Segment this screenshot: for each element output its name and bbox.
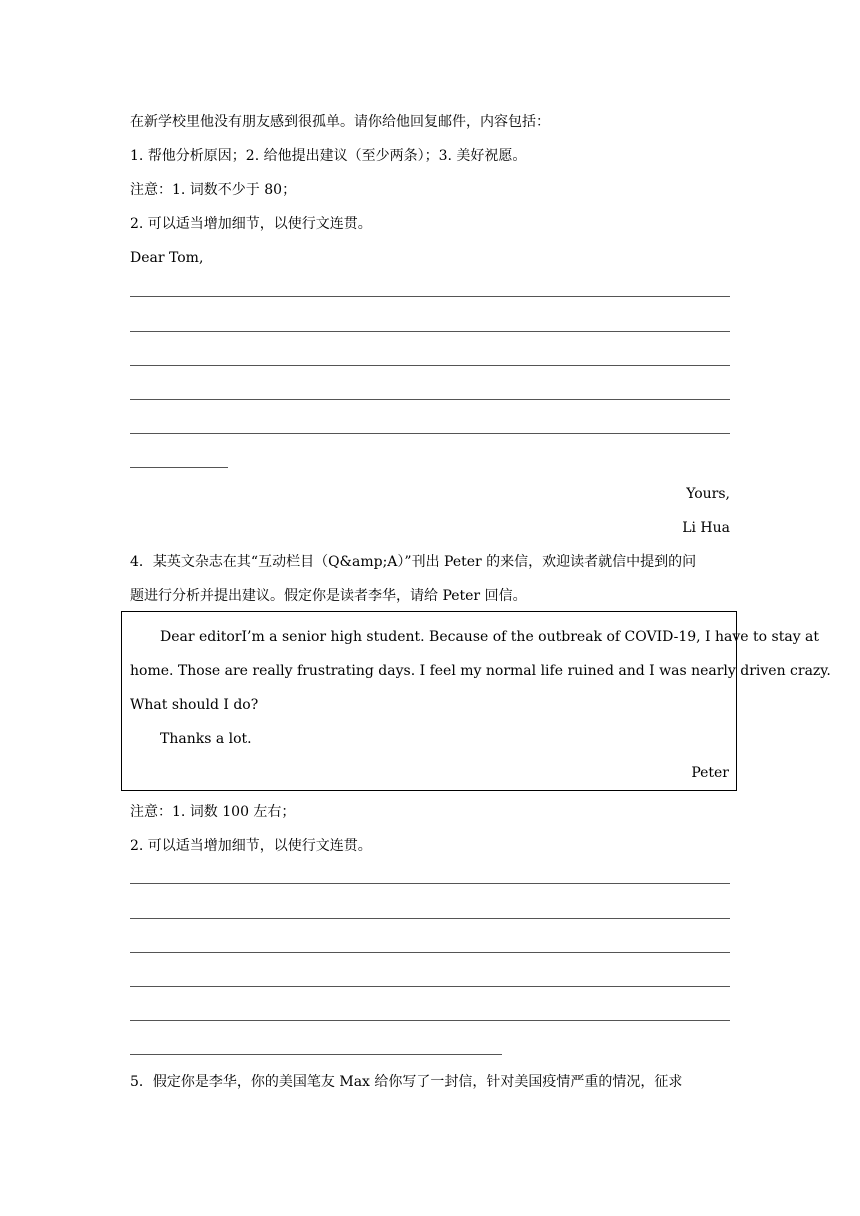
q3-prompt-line-2: 1. 帮他分析原因；2. 给他提出建议（至少两条）；3. 美好祝愿。: [130, 148, 527, 164]
answer-line[interactable]: [130, 399, 730, 400]
answer-line[interactable]: [130, 331, 730, 332]
letter-box: [121, 611, 831, 791]
answer-line[interactable]: [130, 467, 228, 468]
answer-line[interactable]: [130, 1054, 502, 1055]
q4-note-1: 注意：1. 词数 100 左右；: [130, 804, 296, 820]
letter-thanks: Thanks a lot.: [160, 731, 252, 747]
answer-line[interactable]: [130, 433, 730, 434]
q3-note-1: 注意：1. 词数不少于 80；: [130, 182, 297, 198]
answer-line[interactable]: [130, 365, 730, 366]
answer-line[interactable]: [130, 296, 730, 297]
q4-prompt-line-1: 4．某英文杂志在其“互动栏目（Q&amp;A）”刊出 Peter 的来信，欢迎读者就信中提到的问: [130, 554, 697, 570]
answer-line[interactable]: [130, 883, 730, 884]
q3-signature: Li Hua: [682, 520, 730, 536]
q3-note-2: 2. 可以适当增加细节，以使行文连贯。: [130, 216, 372, 232]
answer-line[interactable]: [130, 1020, 730, 1021]
q3-prompt-line-1: 在新学校里他没有朋友感到很孤单。请你给他回复邮件，内容包括：: [130, 114, 550, 130]
q3-salutation: Dear Tom,: [130, 250, 204, 266]
q5-prompt-line-1: 5．假定你是李华，你的美国笔友 Max 给你写了一封信，针对美国疫情严重的情况，征求: [130, 1074, 683, 1090]
letter-line-2: home. Those are really frustrating days. I feel my normal life ruined and I was nearly driven crazy.: [130, 663, 831, 679]
answer-line[interactable]: [130, 918, 730, 919]
letter-signature: Peter: [691, 765, 729, 781]
answer-line[interactable]: [130, 986, 730, 987]
letter-line-1: Dear editorI’m a senior high student. Because of the outbreak of COVID-19, I have to stay at: [160, 629, 820, 645]
q4-prompt-line-2: 题进行分析并提出建议。假定你是读者李华，请给 Peter 回信。: [130, 588, 527, 604]
q4-note-2: 2. 可以适当增加细节，以使行文连贯。: [130, 838, 372, 854]
q3-closing: Yours,: [686, 486, 730, 502]
letter-line-3: What should I do?: [130, 697, 259, 713]
answer-line[interactable]: [130, 952, 730, 953]
